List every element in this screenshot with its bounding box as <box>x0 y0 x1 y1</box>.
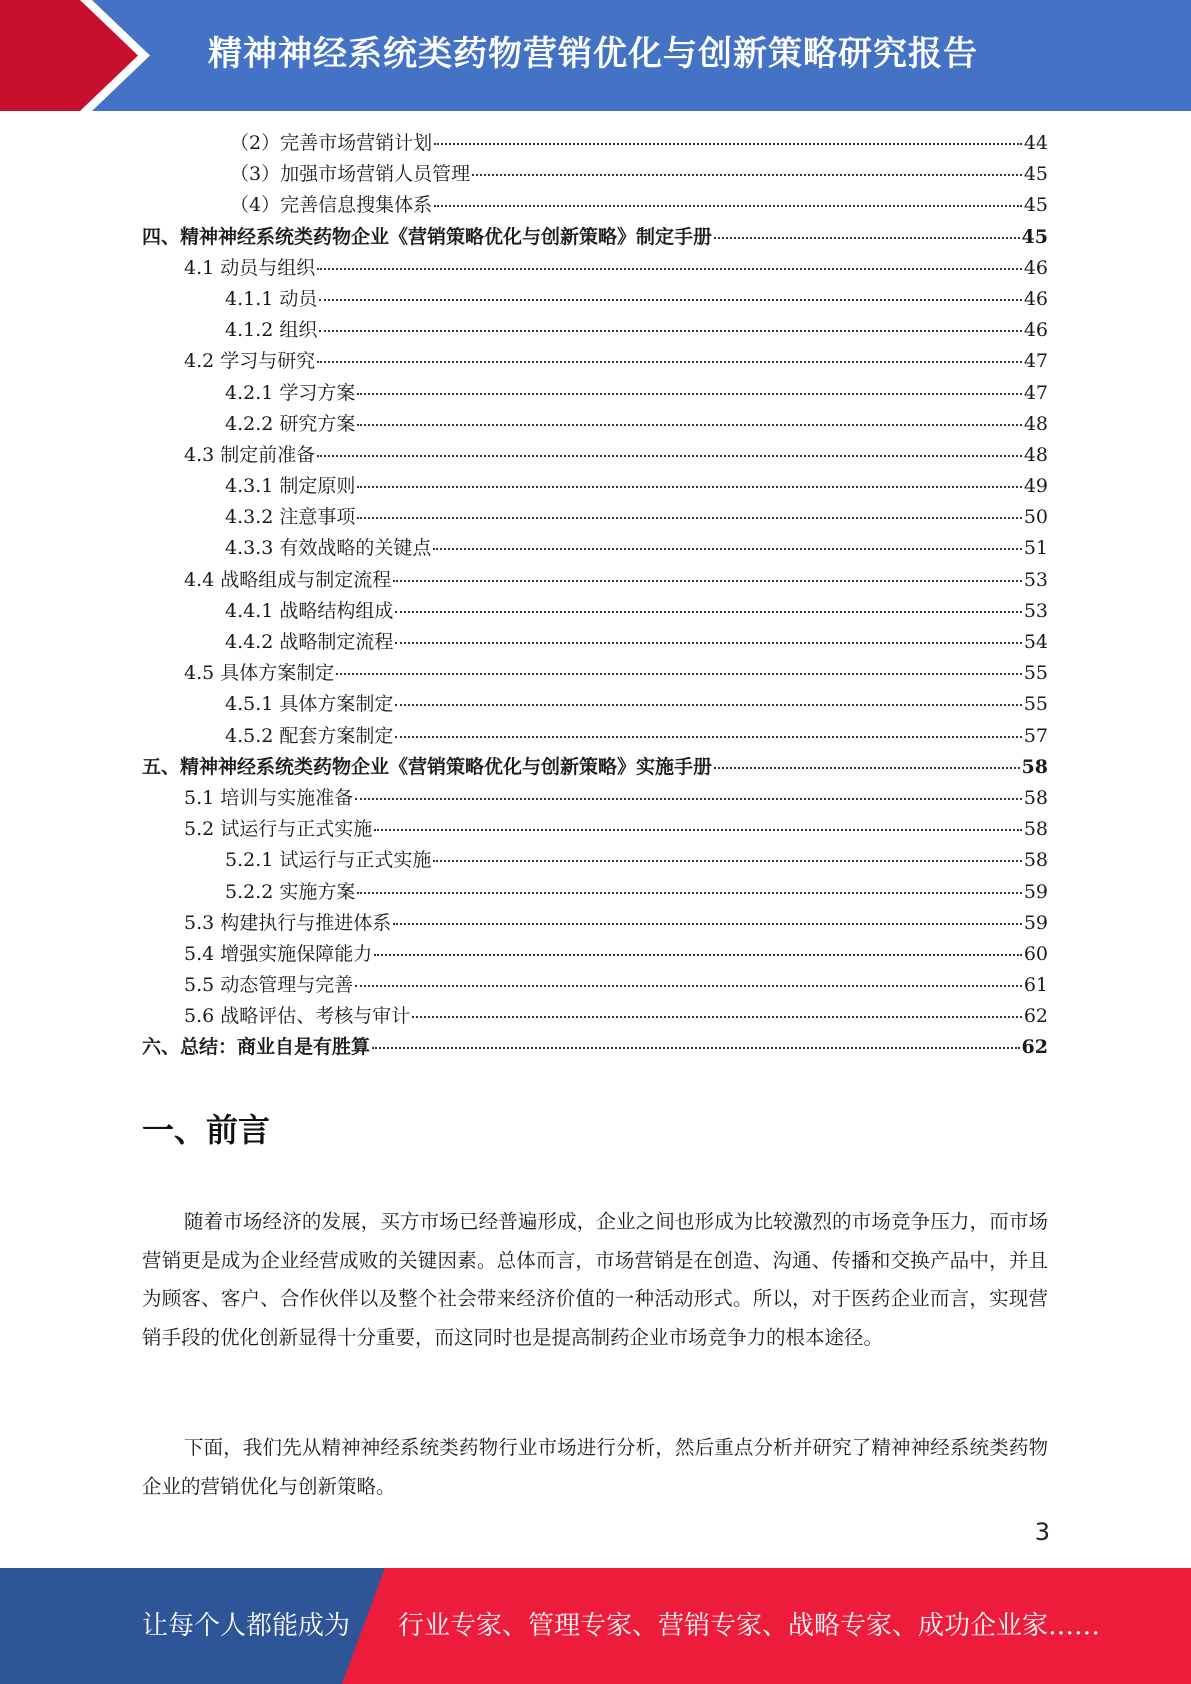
toc-entry-label: （4）完善信息搜集体系 <box>230 194 433 217</box>
toc-dot-leader <box>357 516 1021 519</box>
toc-entry[interactable] <box>142 502 1048 533</box>
toc-entry[interactable] <box>142 752 1048 783</box>
toc-entry[interactable] <box>142 565 1048 596</box>
toc-entry[interactable] <box>142 877 1048 908</box>
toc-entry-label: 4.2 学习与研究 <box>184 350 316 373</box>
toc-entry-page: 57 <box>1023 724 1048 747</box>
toc-entry-page: 59 <box>1023 911 1048 934</box>
toc-dot-leader <box>372 1046 1020 1049</box>
toc-entry-label: 4.2.2 研究方案 <box>225 412 356 435</box>
toc-entry-label: 4.4 战略组成与制定流程 <box>184 568 392 591</box>
toc-dot-leader <box>355 797 1022 800</box>
toc-entry-page: 53 <box>1023 568 1048 591</box>
toc-dot-leader <box>434 204 1022 207</box>
toc-entry-page: 58 <box>1023 818 1048 841</box>
toc-dot-leader <box>319 329 1021 332</box>
toc-entry[interactable] <box>142 845 1048 876</box>
toc-dot-leader <box>412 1015 1022 1018</box>
toc-entry-label: 4.2.1 学习方案 <box>225 381 356 404</box>
toc-entry-label: （2）完善市场营销计划 <box>230 132 433 154</box>
toc-entry-label: 4.3.2 注意事项 <box>225 506 356 529</box>
toc-entry-label: 4.1.2 组织 <box>225 319 318 342</box>
toc-entry-page: 58 <box>1021 755 1048 778</box>
toc-dot-leader <box>433 859 1021 862</box>
page-footer-banner <box>0 1568 1191 1684</box>
toc-entry[interactable] <box>142 440 1048 471</box>
toc-entry[interactable] <box>142 1001 1048 1032</box>
toc-entry-page: 58 <box>1023 786 1048 809</box>
toc-entry-page: 47 <box>1023 350 1048 373</box>
toc-dot-leader <box>395 641 1021 644</box>
toc-entry[interactable] <box>142 658 1048 689</box>
toc-dot-leader <box>317 360 1022 363</box>
toc-dot-leader <box>714 236 1020 239</box>
toc-entry-page: 53 <box>1023 599 1048 622</box>
toc-entry-page: 54 <box>1023 631 1048 653</box>
toc-dot-leader <box>317 454 1022 457</box>
table-of-contents <box>142 128 1048 1064</box>
toc-dot-leader <box>355 984 1022 987</box>
toc-dot-leader <box>357 423 1021 426</box>
toc-entry[interactable] <box>142 721 1048 752</box>
toc-entry[interactable] <box>142 1032 1048 1063</box>
toc-entry-label: 四、精神神经系统类药物企业《营销策略优化与创新策略》制定手册 <box>142 225 713 248</box>
toc-entry[interactable] <box>142 284 1048 315</box>
toc-entry-page: 55 <box>1023 662 1048 685</box>
report-title: 精神神经系统类药物营销优化与创新策略研究报告 <box>208 34 978 74</box>
toc-dot-leader <box>336 672 1022 675</box>
toc-entry-page: 48 <box>1023 412 1048 435</box>
toc-dot-leader <box>393 579 1022 582</box>
toc-entry[interactable] <box>142 533 1048 564</box>
footer-slogan-left: 让每个人都能成为 <box>142 1611 351 1641</box>
toc-dot-leader <box>714 766 1020 769</box>
toc-dot-leader <box>434 142 1022 145</box>
toc-entry-page: 60 <box>1023 942 1048 965</box>
toc-entry-label: 5.6 战略评估、考核与审计 <box>184 1005 411 1028</box>
toc-entry-page: 46 <box>1023 319 1048 342</box>
body-paragraph: 随着市场经济的发展，买方市场已经普遍形成，企业之间也形成为比较激烈的市场竞争压力，而市场营销更是成为企业经营成败的关键因素。总体而言，市场营销是在创造、沟通、传播和交换产品中，并且为顾客、客户、合作伙伴以及整个社会带来经济价值的一种活动形式。所以，对于医药企业而言，实现营销手段的优化创新显得十分重要，而这同时也是提高制药企业市场竞争力的根本途径。 <box>142 1210 1048 1349</box>
toc-entry-label: 4.4.1 战略结构组成 <box>225 599 394 622</box>
toc-dot-leader <box>357 392 1021 395</box>
toc-dot-leader <box>357 485 1021 488</box>
toc-entry-label: 4.3 制定前准备 <box>184 443 316 466</box>
toc-entry-page: 62 <box>1021 1036 1048 1059</box>
toc-entry[interactable] <box>142 190 1048 221</box>
toc-entry-page: 46 <box>1023 287 1048 310</box>
toc-entry-label: 4.1.1 动员 <box>225 287 318 310</box>
toc-entry-label: 4.3.3 有效战略的关键点 <box>225 537 432 560</box>
toc-entry[interactable] <box>142 908 1048 939</box>
body-paragraph: 下面，我们先从精神神经系统类药物行业市场进行分析，然后重点分析并研究了精神神经系统类药物企业的营销优化与创新策略。 <box>142 1436 1048 1498</box>
toc-dot-leader <box>317 267 1022 270</box>
toc-entry[interactable] <box>142 970 1048 1001</box>
toc-entry-label: 4.4.2 战略制定流程 <box>225 631 394 653</box>
toc-entry[interactable] <box>142 315 1048 346</box>
toc-dot-leader <box>393 922 1022 925</box>
toc-dot-leader <box>395 703 1021 706</box>
toc-entry-label: （3）加强市场营销人员管理 <box>230 163 471 186</box>
toc-entry-page: 59 <box>1023 880 1048 903</box>
toc-dot-leader <box>472 173 1022 176</box>
toc-entry[interactable] <box>142 409 1048 440</box>
toc-entry-page: 45 <box>1023 194 1048 217</box>
toc-dot-leader <box>319 298 1021 301</box>
toc-entry-page: 45 <box>1021 225 1048 248</box>
toc-entry-label: 5.2.2 实施方案 <box>225 880 356 903</box>
toc-entry-page: 48 <box>1023 443 1048 466</box>
toc-entry-label: 4.3.1 制定原则 <box>225 475 356 498</box>
toc-entry-label: 4.5 具体方案制定 <box>184 662 335 685</box>
toc-entry-page: 49 <box>1023 475 1048 498</box>
toc-entry-page: 47 <box>1023 381 1048 404</box>
toc-entry[interactable] <box>142 159 1048 190</box>
toc-entry-label: 5.4 增强实施保障能力 <box>184 942 373 965</box>
toc-entry[interactable] <box>142 471 1048 502</box>
toc-entry-label: 5.3 构建执行与推进体系 <box>184 911 392 934</box>
toc-dot-leader <box>433 547 1021 550</box>
page-header-banner <box>0 0 1191 111</box>
toc-entry-page: 44 <box>1023 132 1048 154</box>
toc-entry[interactable] <box>142 253 1048 284</box>
toc-entry-label: 4.5.2 配套方案制定 <box>225 724 394 747</box>
toc-entry-page: 45 <box>1023 163 1048 186</box>
toc-entry-label: 六、总结：商业自是有胜算 <box>142 1036 371 1059</box>
toc-entry-label: 4.5.1 具体方案制定 <box>225 693 394 716</box>
toc-entry[interactable] <box>142 814 1048 845</box>
toc-dot-leader <box>395 735 1021 738</box>
toc-entry[interactable] <box>142 346 1048 377</box>
toc-entry[interactable] <box>142 222 1048 253</box>
toc-entry-label: 5.2 试运行与正式实施 <box>184 818 373 841</box>
toc-dot-leader <box>357 891 1021 894</box>
footer-slogan-right: 行业专家、管理专家、营销专家、战略专家、成功企业家…… <box>398 1611 1101 1641</box>
toc-entry-page: 62 <box>1023 1005 1048 1028</box>
toc-entry[interactable] <box>142 596 1048 627</box>
section-heading: 一、前言 <box>142 1111 271 1149</box>
toc-entry[interactable] <box>142 378 1048 409</box>
toc-entry-page: 46 <box>1023 256 1048 279</box>
toc-entry-label: 5.1 培训与实施准备 <box>184 786 354 809</box>
toc-dot-leader <box>395 610 1021 613</box>
toc-dot-leader <box>374 828 1022 831</box>
toc-entry-page: 61 <box>1023 974 1048 997</box>
toc-entry[interactable] <box>142 939 1048 970</box>
toc-entry[interactable] <box>142 128 1048 159</box>
toc-entry-label: 五、精神神经系统类药物企业《营销策略优化与创新策略》实施手册 <box>142 755 713 778</box>
toc-entry-page: 51 <box>1023 537 1048 560</box>
toc-entry[interactable] <box>142 783 1048 814</box>
toc-entry-page: 50 <box>1023 506 1048 529</box>
toc-entry-label: 5.2.1 试运行与正式实施 <box>225 849 432 872</box>
toc-entry-label: 4.1 动员与组织 <box>184 256 316 279</box>
toc-entry[interactable] <box>142 627 1048 658</box>
toc-entry-page: 58 <box>1023 849 1048 872</box>
toc-entry[interactable] <box>142 689 1048 720</box>
page-number: 3 <box>1034 1518 1050 1546</box>
toc-dot-leader <box>374 953 1022 956</box>
toc-entry-label: 5.5 动态管理与完善 <box>184 974 354 997</box>
toc-entry-page: 55 <box>1023 693 1048 716</box>
